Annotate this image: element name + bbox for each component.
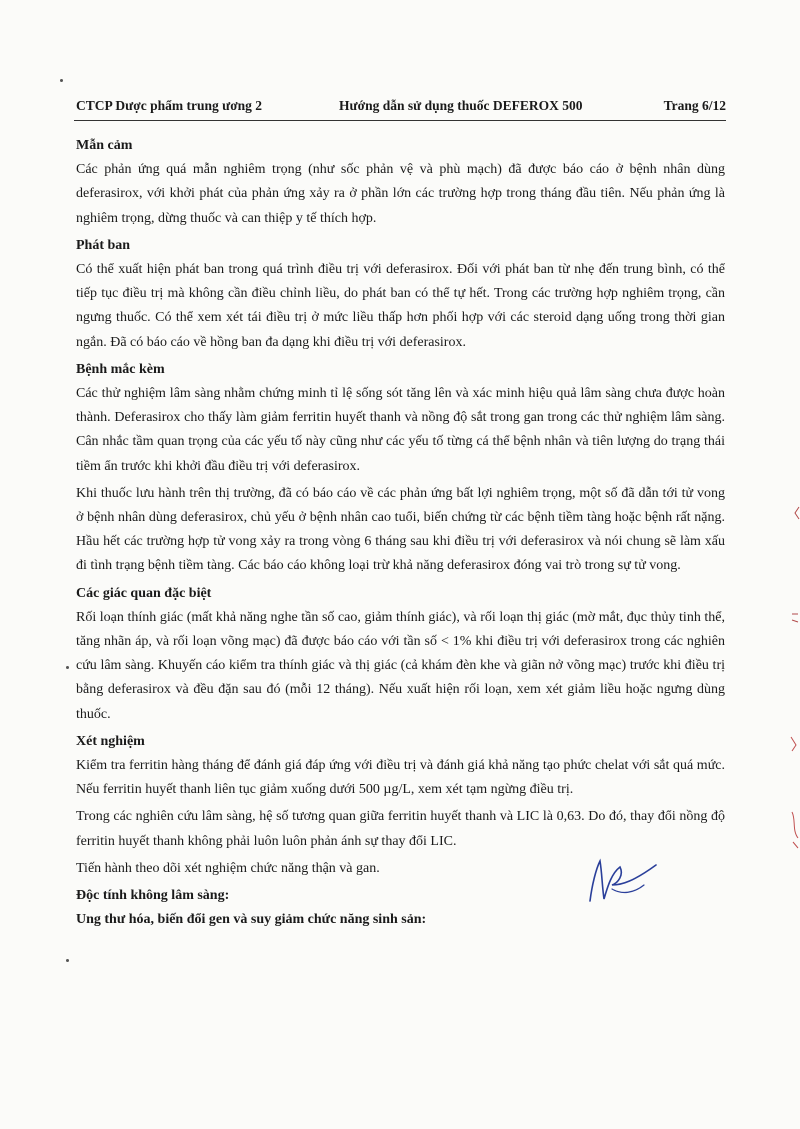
header-company: CTCP Dược phẩm trung ương 2 [76,98,263,113]
margin-stamp-fragment [790,505,800,523]
section-heading-hypersensitivity: Mẫn cảm [76,138,133,153]
paragraph-comorbidity-2: Khi thuốc lưu hành trên thị trường, đã có báo cáo về các phản ứng bất lợi nghiêm trọng, một số đã dẫn tới tử vong ở bệnh nhân dùng deferasirox, chủ yếu ở bệnh nhân cao tuổi, biến chứng từ các bệnh tiềm tàng hoặc bệnh rất nặng. Hầu hết các trường hợp tử vong xảy ra trong vòng 6 tháng sau khi điều trị với deferasirox và nói chung sẽ làm xấu đi tình trạng bệnh tiềm tàng. Các báo cáo không loại trừ khả năng deferasirox đóng vai trò trong sự tử vong. [76,485,725,574]
section-heading-comorbidity: Bệnh mắc kèm [76,361,165,377]
paragraph-tests-2: Trong các nghiên cứu lâm sàng, hệ số tương quan giữa ferritin huyết thanh và LIC là 0,63. Do đó, thay đổi nồng độ ferritin huyết thanh không phải luôn luôn phản ánh sự thay đổi LIC. [76,809,725,849]
document-body [76,134,725,933]
page-header [76,98,726,122]
margin-stamp-fragment [790,610,800,628]
handwritten-signature [582,855,662,907]
paragraph-tests-3: Tiến hành theo dõi xét nghiệm chức năng thận và gan. [76,860,380,876]
scan-speck [66,959,69,962]
paragraph-rash: Có thể xuất hiện phát ban trong quá trình điều trị với deferasirox. Đối với phát ban từ nhẹ đến trung bình, có thể tiếp tục điều trị mà không cần điều chỉnh liều, do phát ban có thể tự hết. Trong các trường hợp nghiêm trọng, cần ngưng thuốc. Có thể xem xét tái điều trị ở mức liều thấp hơn phối hợp với các steroid dạng uống trong thời gian ngắn. Đã có báo cáo về hồng ban đa dạng khi điều trị với deferasirox. [76,262,725,350]
paragraph-tests-1: Kiểm tra ferritin hàng tháng để đánh giá đáp ứng với điều trị và đánh giá khả năng tạo phức chelat với sắt quá mức. Nếu ferritin huyết thanh liên tục giảm xuống dưới 500 µg/L, xem xét tạm ngừng điều trị. [76,758,725,798]
paragraph-comorbidity-1: Các thử nghiệm lâm sàng nhằm chứng minh tỉ lệ sống sót tăng lên và xác minh hiệu quả lâm sàng chưa được hoàn thành. Deferasirox cho thấy làm giảm ferritin huyết thanh và nồng độ sắt trong gan trong các thử nghiệm lâm sàng. Cân nhắc tầm quan trọng của các yếu tố này cũng như các yếu tố từng cá thể bệnh nhân và tiên lượng do trạng thái tiềm ẩn trước khi khởi đầu điều trị với deferasirox. [76,386,725,474]
section-heading-nonclinical-toxicity: Độc tính không lâm sàng: [76,888,230,904]
section-heading-tests: Xét nghiệm [76,733,145,749]
paragraph-hypersensitivity: Các phản ứng quá mẫn nghiêm trọng (như sốc phản vệ và phù mạch) đã được báo cáo ở bệnh nhân dùng deferasirox, với khởi phát của phản ứng xảy ra ở phần lớn các trường hợp trong tháng đầu tiên. Nếu phản ứng là nghiêm trọng, dừng thuốc và can thiệp y tế thích hợp. [76,162,725,226]
section-heading-special-senses: Các giác quan đặc biệt [76,585,212,601]
header-page-number: Trang 6/12 [663,98,726,113]
margin-stamp-fragment [790,810,800,850]
scan-speck [66,666,69,669]
header-divider [74,120,726,121]
section-heading-rash: Phát ban [76,237,131,253]
scan-speck [60,79,63,82]
paragraph-special-senses: Rối loạn thính giác (mất khả năng nghe tần số cao, giảm thính giác), và rối loạn thị giác (mờ mắt, đục thủy tinh thể, tăng nhãn áp, và rối loạn võng mạc) đã được báo cáo với tần số < 1% khi điều trị với deferasirox trong các nghiên cứu lâm sàng. Khuyến cáo kiểm tra thính giác và thị giác (cả khám đèn khe và giãn nở võng mạc) trước khi điều trị bằng deferasirox và đều đặn sau đó (mỗi 12 tháng). Nếu xuất hiện rối loạn, xem xét giảm liều hoặc ngưng dùng thuốc. [76,609,725,722]
subsection-heading-carcinogenesis: Ung thư hóa, biến đổi gen và suy giảm chức năng sinh sản: [76,912,427,928]
margin-stamp-fragment [790,735,800,753]
header-document-title: Hướng dẫn sử dụng thuốc DEFEROX 500 [339,98,583,113]
